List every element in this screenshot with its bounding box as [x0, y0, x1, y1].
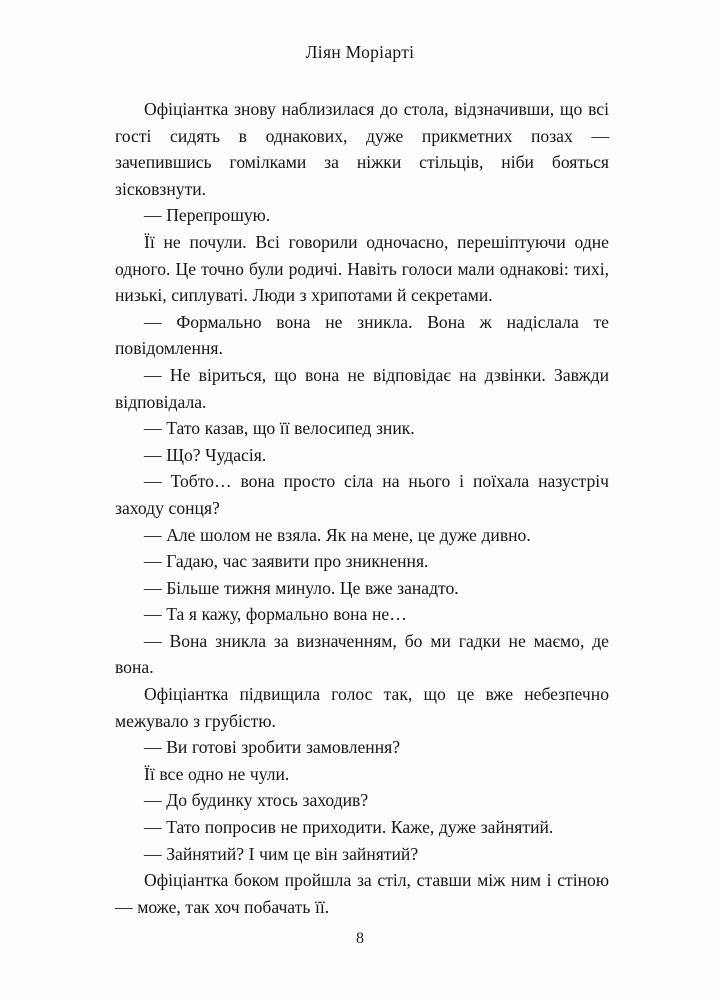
paragraph: Її не почули. Всі говорили одночасно, перешіптуючи одне одного. Це точно були родичі. Навіть голоси мали однакові: тихі, низькі, сиплуваті. Люди з хрипотами й секретами. — [115, 231, 609, 306]
paragraph: — Тато попросив не приходити. Каже, дуже зайнятий. — [144, 817, 554, 838]
paragraph: — Більше тижня минуло. Це вже занадто. — [144, 577, 459, 598]
paragraph: — Вона зникла за визначенням, бо ми гадки не маємо, де вона. — [115, 630, 609, 678]
paragraph: — Зайнятий? І чим це він зайнятий? — [144, 843, 419, 864]
paragraph: Офіціантка боком пройшла за стіл, ставши між ним і стіною — може, так хоч побачать її. — [115, 870, 609, 917]
body-text-block — [115, 96, 609, 920]
paragraph: — До будинку хтось заходив? — [144, 790, 369, 811]
paragraph: — Тобто… вона просто сіла на нього і поїхала назустріч заходу сонця? — [115, 471, 609, 518]
paragraph: — Що? Чудасія. — [144, 444, 267, 465]
page-number: 8 — [356, 930, 364, 947]
paragraph: — Ви готові зробити замовлення? — [144, 737, 401, 758]
paragraph: — Перепрошую. — [144, 205, 271, 226]
paragraph: Офіціантка знову наблизилася до стола, відзначивши, що всі гості сидять в однакових, дуже прикметних позах — зачепившись гомілками за ніжки стільців, ніби бояться зісковзнути. — [115, 99, 609, 199]
paragraph: Офіціантка підвищила голос так, що це вже небезпечно межувало з грубістю. — [115, 684, 609, 731]
paragraph: Її все одно не чули. — [144, 763, 290, 784]
paragraph: — Та я кажу, формально вона не… — [144, 604, 407, 625]
paragraph: — Формально вона не зникла. Вона ж надіслала те повідомлення. — [115, 311, 609, 359]
paragraph: — Гадаю, час заявити про зникнення. — [144, 551, 429, 572]
running-head: Ліян Моріарті — [305, 42, 415, 62]
paragraph: — Тато казав, що її велосипед зник. — [144, 418, 415, 439]
paragraph: — Але шолом не взяла. Як на мене, це дуже дивно. — [144, 524, 531, 545]
paragraph: — Не віриться, що вона не відповідає на дзвінки. Завжди відповідала. — [115, 364, 609, 412]
